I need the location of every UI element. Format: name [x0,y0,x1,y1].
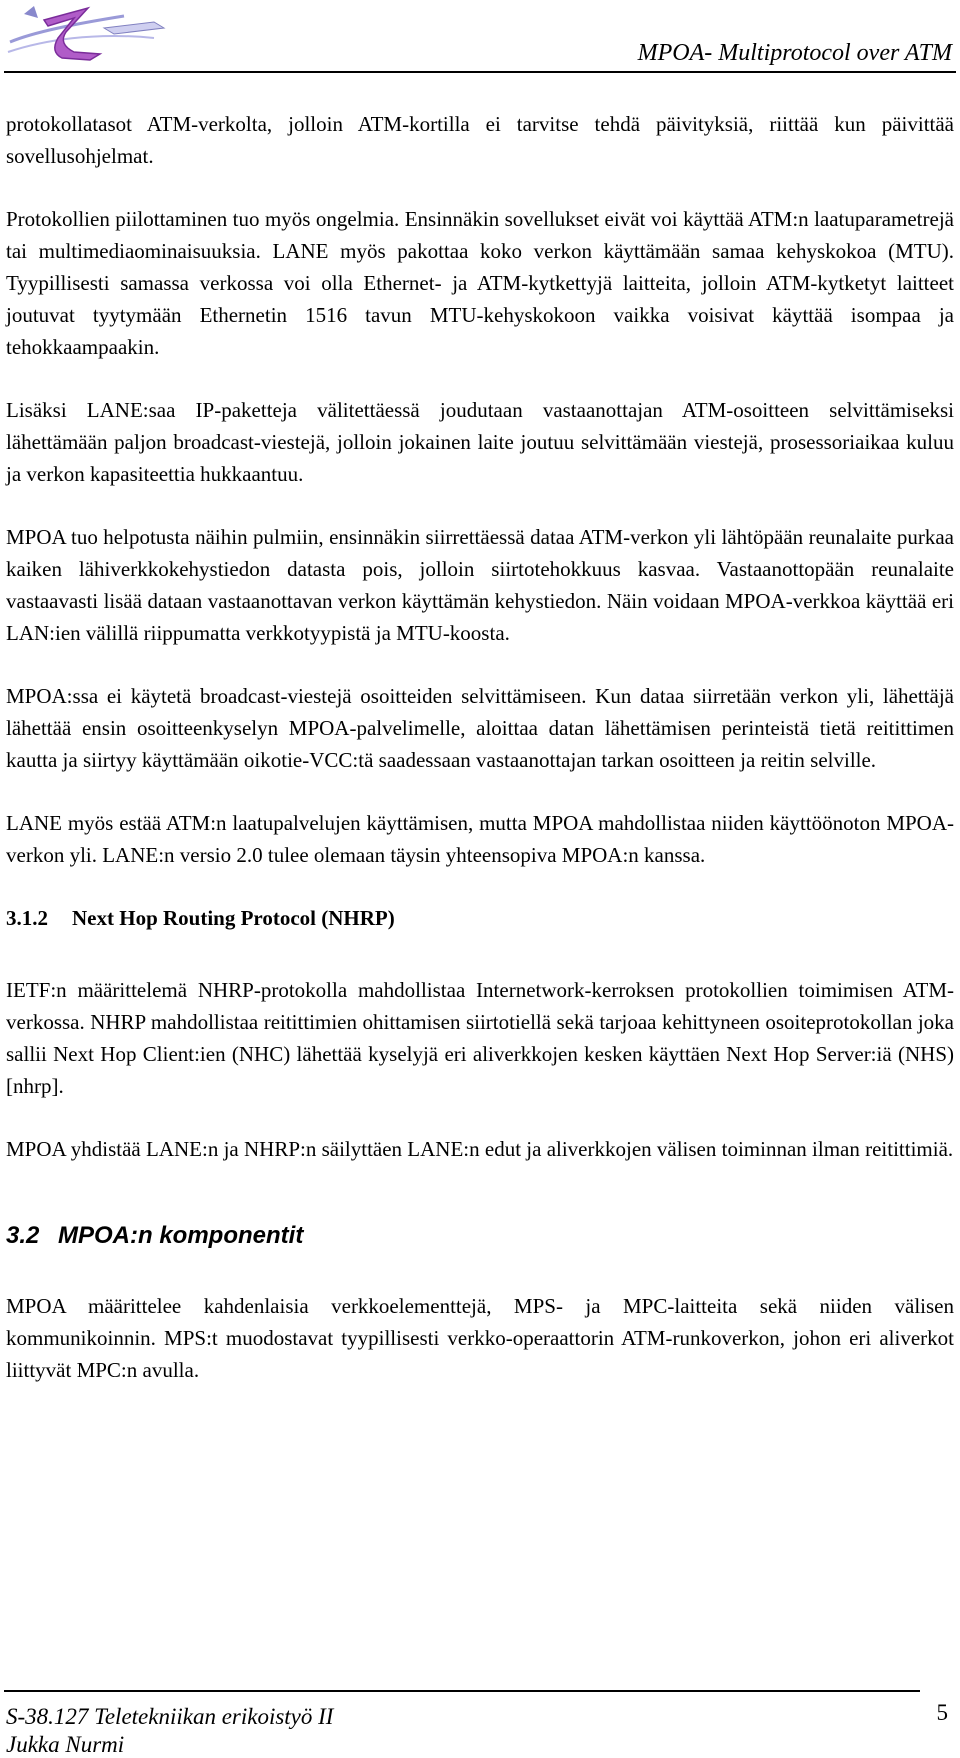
page-number: 5 [936,1700,948,1725]
footer-divider [4,1690,920,1692]
paragraph: IETF:n määrittelemä NHRP-protokolla mahdollistaa Internetwork-kerroksen protokollien toimimisen ATM-verkossa. NHRP mahdollistaa reitittimien ohittamisen siirtotiellä sekä tarjoaa kehittyneen osoiteprotokollan joka sallii Next Hop Client:ien (NHC) lähettää kyselyjä eri aliverkkojen kesken käyttäen Next Hop Server:iä (NHS) [nhrp]. [6,978,954,1098]
paragraph: Lisäksi LANE:saa IP-paketteja välitettäessä joudutaan vastaanottajan ATM-osoitteen selvittämiseksi lähettämään paljon broadcast-viestejä, jolloin jokainen laite joutuu selvittämään viestejä, prosessoriaikaa kuluu ja verkon kapasiteettia hukkaantuu. [6,398,954,486]
section-title: Next Hop Routing Protocol (NHRP) [72,906,395,930]
logo-icon [4,2,174,64]
section-title: MPOA:n komponentit [58,1222,304,1249]
section-heading-3-1-2 [6,902,954,934]
footer-course: S-38.127 Teletekniikan erikoistyö II [6,1704,334,1729]
section-heading-3-2 [6,1220,954,1252]
paragraph: MPOA:ssa ei käytetä broadcast-viestejä osoitteiden selvittämiseen. Kun dataa siirretään verkon yli, lähettäjä lähettää ensin osoitteenkyselyn MPOA-palvelimelle, aloittaa datan lähettämisen perinteistä tietä reitittimen kautta ja siirtyy käyttämään oikotie-VCC:tä saadessaan vastaanottajan tarkan osoitteen ja reitin selville. [6,684,954,772]
header-title: MPOA- Multiprotocol over ATM [637,40,952,66]
paragraph: protokollatasot ATM-verkolta, jolloin ATM-kortilla ei tarvitse tehdä päivityksiä, riittää kun päivittää sovellusohjelmat. [6,112,954,168]
paragraph: LANE myös estää ATM:n laatupalvelujen käyttämisen, mutta MPOA mahdollistaa niiden käyttöönoton MPOA-verkon yli. LANE:n versio 2.0 tulee olemaan täysin yhteensopiva MPOA:n kanssa. [6,811,954,867]
header-divider [4,71,956,73]
paragraph: Protokollien piilottaminen tuo myös ongelmia. Ensinnäkin sovellukset eivät voi käyttää ATM:n laatuparametrejä tai multimediaominaisuuksia. LANE myös pakottaa koko verkon käyttämään samaa kehyskokoa (MTU). Tyypillisesti samassa verkossa voi olla Ethernet- ja ATM-kytkettyjä laitteita, jolloin ATM-kytketyt laitteet joutuvat tyytymään Ethernetin 1516 tavun MTU-kehyskokoon vaikka voisivat käyttää isompaa ja tehokkaampaakin. [6,207,954,359]
section-number: 3.2 [6,1222,40,1249]
section-number: 3.1.2 [6,906,48,930]
paragraph: MPOA yhdistää LANE:n ja NHRP:n säilyttäen LANE:n edut ja aliverkkojen välisen toiminnan ilman reitittimiä. [6,1137,954,1161]
document-body [6,108,954,1417]
page-header [0,0,960,75]
paragraph: MPOA tuo helpotusta näihin pulmiin, ensinnäkin siirrettäessä dataa ATM-verkon yli lähtöpään reunalaite purkaa kaiken lähiverkkokehystiedon datasta pois, jolloin siirtotehokkuus kasvaa. Vastaanottopään reunalaite vastaavasti lisää dataan vastaanottavan verkon käyttämän kehystiedon. Näin voidaan MPOA-verkkoa käyttää eri LAN:ien välillä riippumatta verkkotyypistä ja MTU-koosta. [6,525,954,645]
page-footer [0,1690,960,1758]
footer-author: Jukka Nurmi [6,1732,125,1757]
paragraph: MPOA määrittelee kahdenlaisia verkkoelementtejä, MPS- ja MPC-laitteita sekä niiden välisen kommunikoinnin. MPS:t muodostavat tyypillisesti verkko-operaattorin ATM-runkoverkon, johon eri aliverkot liittyvät MPC:n avulla. [6,1294,954,1382]
